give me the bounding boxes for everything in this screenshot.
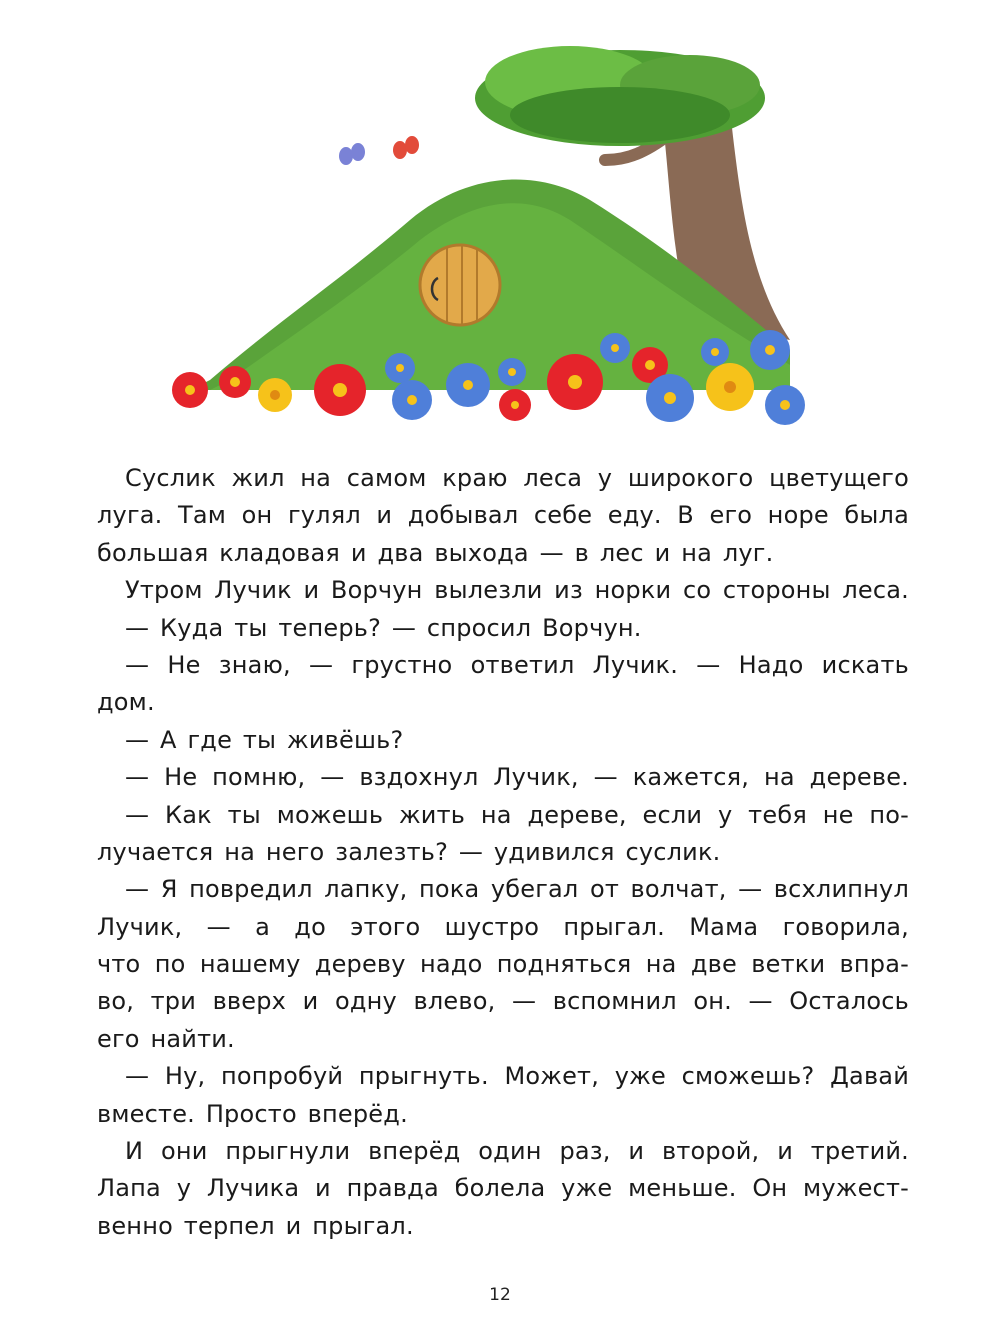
text-line: Лучик, — а до этого шустро прыгал. Мама говорила,: [97, 912, 909, 941]
text-line: вместе. Просто вперёд.: [97, 1099, 408, 1128]
burrow-hill-illustration: [150, 20, 830, 430]
text-line: — Я повредил лапку, пока убегал от волчат, — всхлипнул: [125, 875, 909, 904]
text-line: Утром Лучик и Ворчун вылезли из норки со стороны леса.: [125, 576, 909, 605]
text-line: Суслик жил на самом краю леса у широкого цветущего: [125, 464, 909, 492]
text-line: венно терпел и прыгал.: [97, 1211, 414, 1240]
text-line: — Ну, попробуй прыгнуть. Может, уже сможешь? Давай: [125, 1062, 909, 1091]
text-line: — Куда ты теперь? — спросил Ворчун.: [125, 613, 642, 642]
text-line: большая кладовая и два выхода — в лес и на луг.: [97, 538, 774, 567]
text-line: И они прыгнули вперёд один раз, и второй, и третий.: [125, 1137, 909, 1166]
text-line: луга. Там он гулял и добывал себе еду. В его норе была: [97, 501, 909, 530]
text-line: что по нашему дереву надо подняться на две ветки впра-: [97, 950, 909, 979]
gopher-burrow-hill-with-tree-and-flowers-illustration: [150, 20, 830, 430]
text-line: дом.: [97, 688, 155, 717]
text-line: Лапа у Лучика и правда болела уже меньше. Он мужест-: [97, 1174, 909, 1203]
text-line: — А где ты живёшь?: [125, 725, 404, 754]
text-line: — Как ты можешь жить на дереве, если у тебя не по-: [125, 800, 909, 829]
story-text: [97, 460, 909, 1245]
text-line: — Не помню, — вздохнул Лучик, — кажется, на дереве.: [125, 763, 909, 792]
text-line: лучается на него залезть? — удивился суслик.: [97, 837, 721, 866]
text-line: во, три вверх и одну влево, — вспомнил он. — Осталось: [97, 987, 909, 1016]
text-line: его найти.: [97, 1024, 235, 1053]
text-line: — Не знаю, — грустно ответил Лучик. — Надо искать: [125, 650, 909, 679]
page-number: 12: [489, 1285, 511, 1305]
